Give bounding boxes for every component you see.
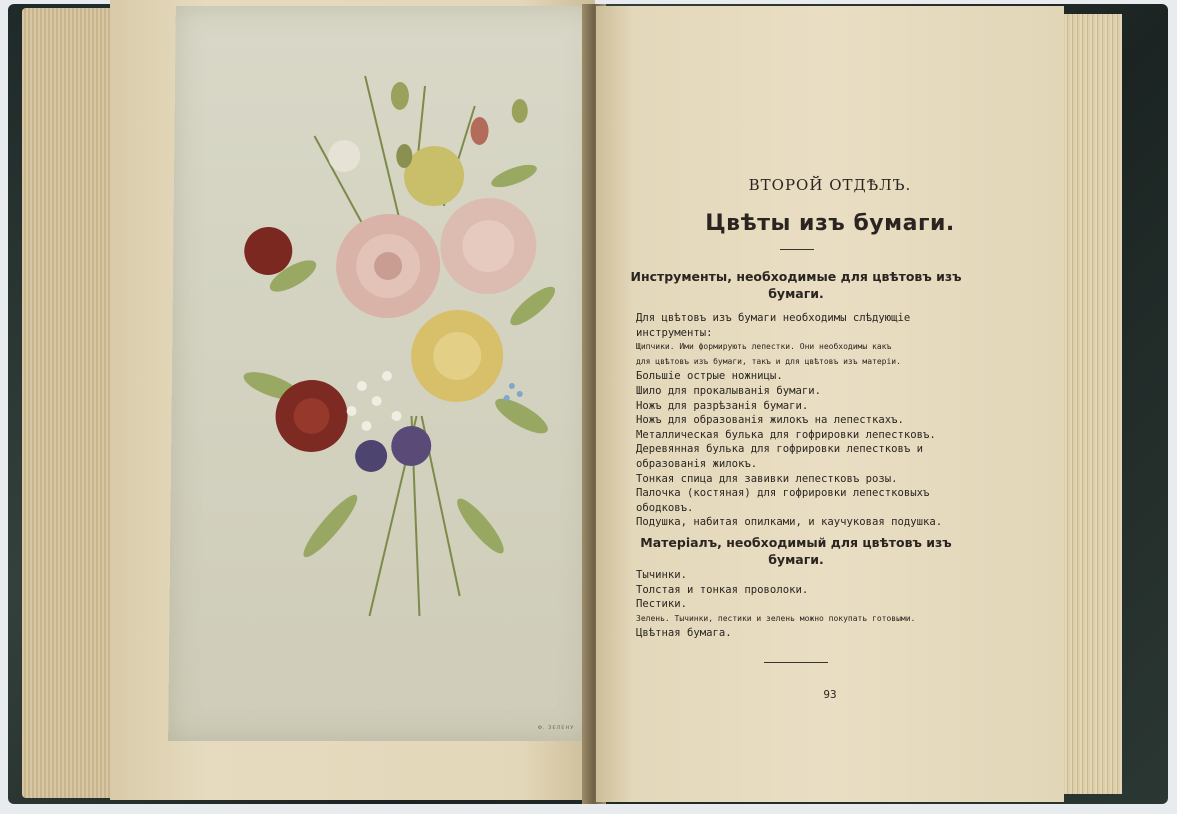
text-line: для цвѣтовъ изъ бумаги, такъ и для цвѣтовъ изъ матеріи. [636, 356, 901, 366]
text-line: ободковъ. [636, 501, 694, 514]
section-label: ВТОРОЙ ОТДѢЛЪ. [748, 176, 912, 194]
flower-bouquet-illustration [209, 56, 575, 656]
right-page [596, 6, 1064, 802]
chapter-title: Цвѣты изъ бумаги. [705, 211, 955, 236]
text-line: Подушка, набитая опилками, и каучуковая подушка. [636, 516, 943, 529]
text-line: Толстая и тонкая проволоки. [636, 583, 809, 596]
text-line: Цвѣтная бумага. [636, 627, 732, 640]
text-line: Большіе острые ножницы. [636, 370, 783, 383]
divider [780, 249, 814, 250]
plate-signature: Ф. ЗЕЛЕНУ [537, 725, 575, 731]
tools-list [636, 311, 1016, 530]
text-line: инструменты: [636, 326, 713, 339]
text-line: Шило для прокалыванія бумаги. [636, 384, 821, 397]
right-page-stack [1060, 14, 1122, 794]
material-list [636, 568, 1016, 641]
tools-heading: Инструменты, необходимые для цвѣтовъ изъ бумаги. [630, 269, 962, 301]
page-text [596, 6, 1064, 802]
text-line: Щипчики. Ими формирують лепестки. Они необходимы какъ [636, 342, 892, 352]
text-line: Ножъ для разрѣзанія бумаги. [636, 399, 809, 412]
page-number: 93 [823, 688, 837, 701]
text-line: Ножъ для образованія жилокъ на лепесткахъ. [636, 414, 904, 427]
material-heading: Матеріалъ, необходимый для цвѣтовъ изъ бумаги. [640, 535, 952, 567]
text-line: Металлическая булька для гофрировки лепестковъ. [636, 428, 936, 441]
text-line: Для цвѣтовъ изъ бумаги необходимы слѣдующіе [636, 312, 911, 324]
text-line: образованія жилокъ. [636, 457, 758, 470]
text-line: Зелень. Тычинки, пестики и зелень можно покупать готовыми. [636, 613, 916, 623]
text-line: Деревянная булька для гофрировки лепестковъ и [636, 443, 924, 456]
text-line: Тонкая спица для завивки лепестковъ розы. [636, 472, 898, 485]
divider [764, 662, 828, 663]
text-line: Палочка (костяная) для гофрировки лепестковыхъ [636, 487, 930, 500]
text-line: Тычинки. [636, 569, 688, 581]
botanical-plate [168, 6, 596, 741]
text-line: Пестики. [636, 598, 688, 611]
